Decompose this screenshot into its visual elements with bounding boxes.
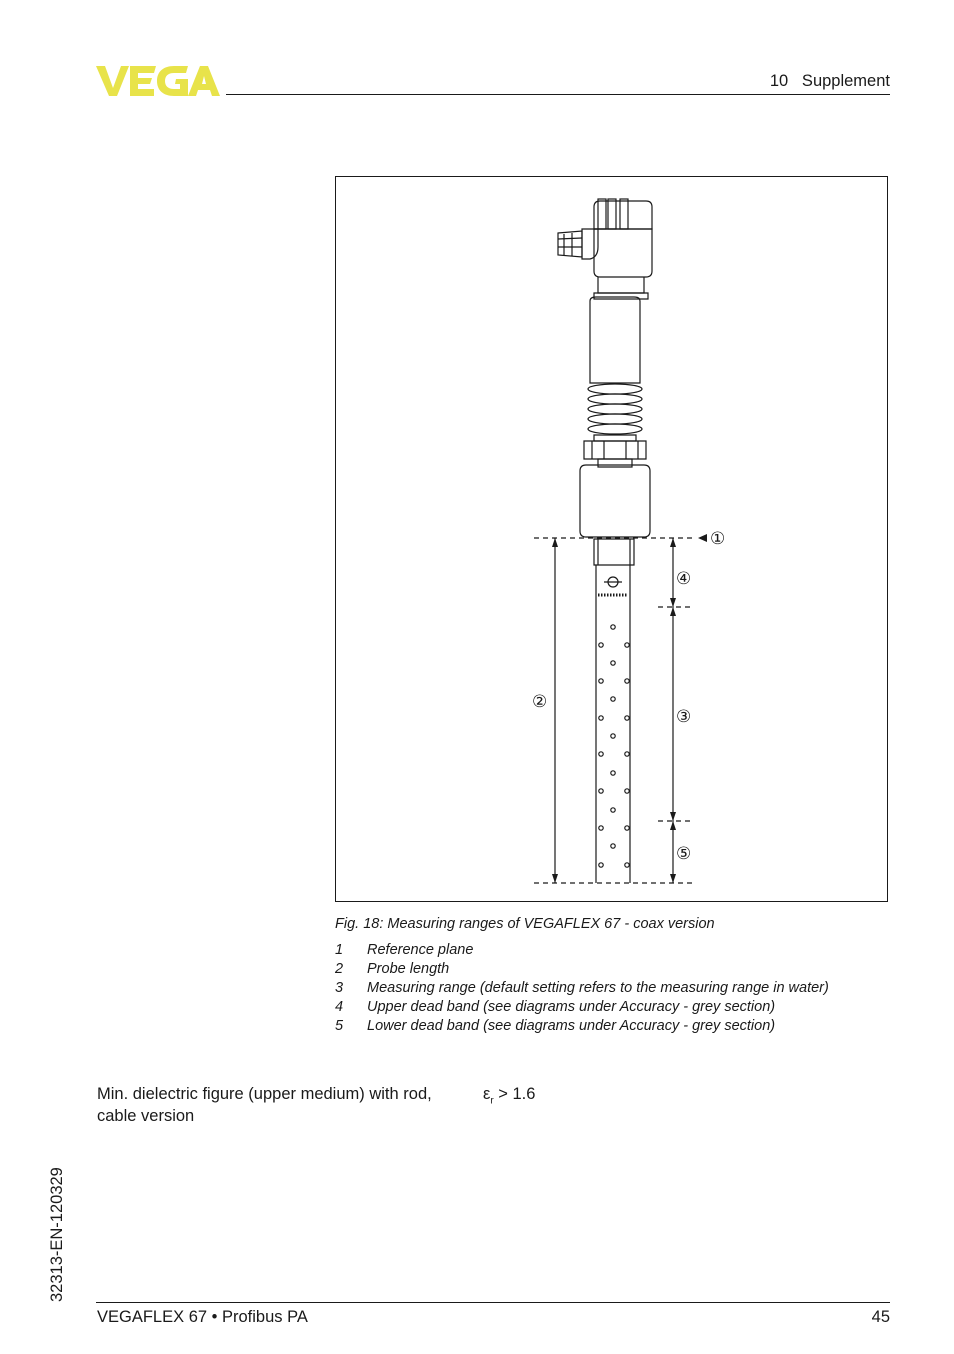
spec-label: Min. dielectric figure (upper medium) with rod, cable version — [97, 1085, 432, 1125]
header-rule — [226, 94, 890, 95]
footer-product: VEGAFLEX 67 • Profibus PA — [97, 1308, 308, 1326]
legend-number: 4 — [335, 999, 344, 1015]
spec-number: > 1.6 — [493, 1085, 536, 1103]
reference-lines — [534, 538, 692, 883]
callout-2: ② — [532, 692, 548, 712]
callout-3: ③ — [676, 707, 692, 727]
legend-text: Reference plane — [367, 942, 474, 958]
document-id: 32313-EN-120329 — [48, 1167, 66, 1302]
coax-tube — [596, 565, 630, 883]
extension-tube — [584, 297, 646, 467]
callout-5: ⑤ — [676, 844, 692, 864]
section-title: 10 Supplement — [769, 72, 890, 90]
legend-number: 5 — [335, 1018, 344, 1034]
epsilon-subscript: r — [490, 1095, 494, 1107]
legend-number: 1 — [335, 942, 344, 958]
callout-1: ① — [710, 529, 726, 549]
figure-caption: Fig. 18: Measuring ranges of VEGAFLEX 67 - coax version — [335, 916, 715, 932]
legend-text: Lower dead band (see diagrams under Accuracy - grey section) — [367, 1018, 776, 1034]
reference-plane-marker — [698, 534, 707, 542]
epsilon-symbol: ε — [483, 1085, 491, 1103]
footer-rule — [96, 1302, 890, 1303]
housing — [558, 199, 652, 299]
legend-text: Measuring range (default setting refers to the measuring range in water) — [367, 980, 829, 996]
probe-drawing — [336, 177, 889, 903]
legend-text: Probe length — [367, 961, 450, 977]
figure-frame — [335, 176, 888, 902]
dimension-probe-length — [552, 538, 558, 883]
page-number: 45 — [871, 1308, 890, 1326]
vega-logo — [96, 64, 220, 98]
process-fitting — [580, 465, 650, 565]
spec-value — [483, 1083, 535, 1112]
legend-number: 2 — [335, 961, 344, 977]
callout-4: ④ — [676, 569, 692, 589]
legend-number: 3 — [335, 980, 344, 996]
legend-text: Upper dead band (see diagrams under Accuracy - grey section) — [367, 999, 776, 1015]
